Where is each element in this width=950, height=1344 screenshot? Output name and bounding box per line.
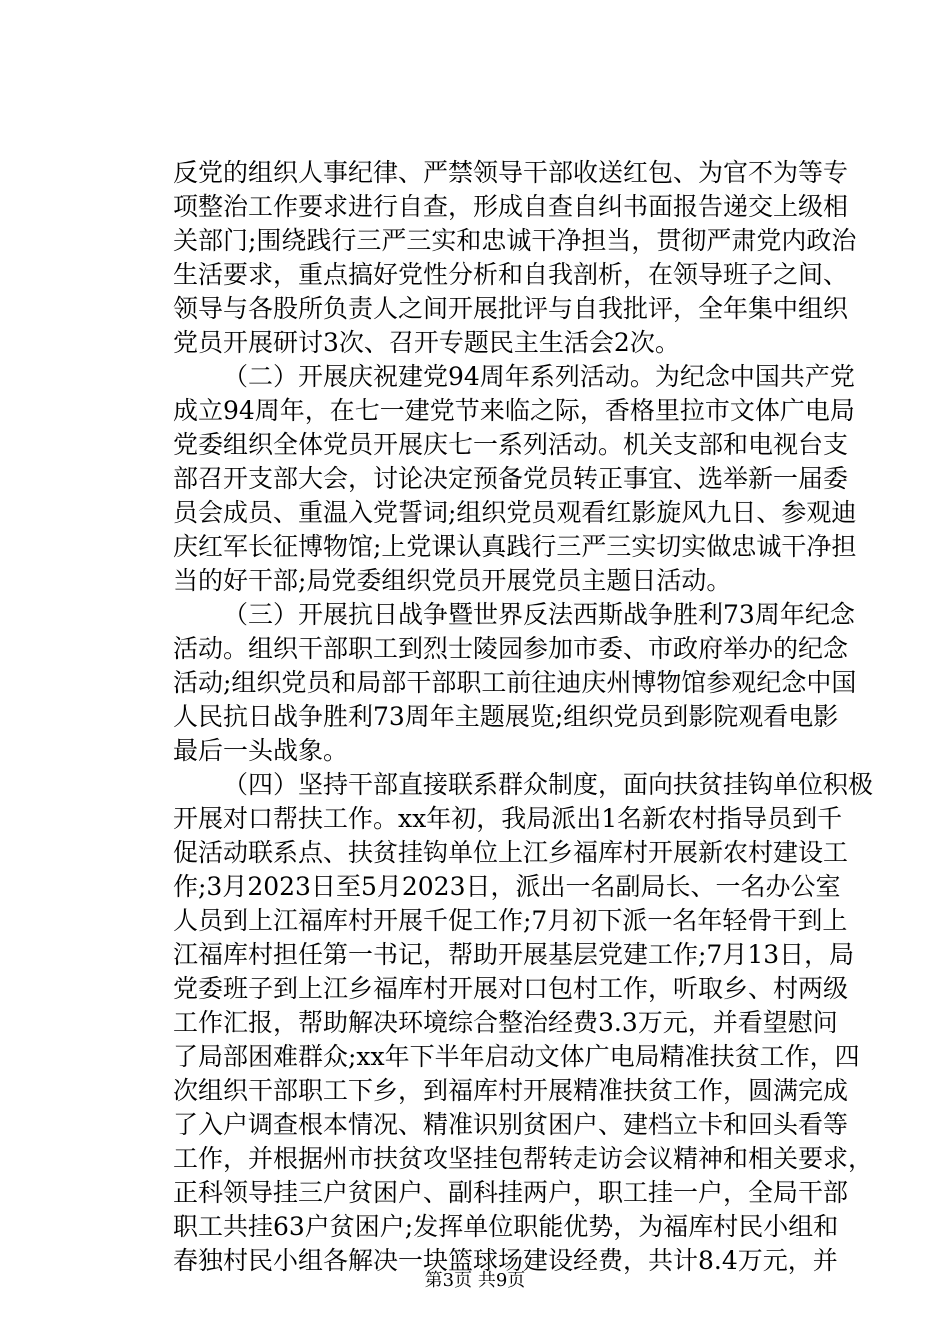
text-line: 正科领导挂三户贫困户、副科挂两户，职工挂一户，全局干部: [173, 1178, 849, 1207]
text-line: 职工共挂63户贫困户;发挥单位职能优势，为福库村民小组和: [173, 1212, 839, 1241]
text-line: 工作汇报，帮助解决环境综合整治经费3.3万元，并看望慰问: [173, 1008, 838, 1037]
text-line: 促活动联系点、扶贫挂钩单位上江乡福库村开展新农村建设工: [173, 838, 849, 867]
text-line: 人员到上江福库村开展千促工作;7月初下派一名年轻骨干到上: [173, 906, 848, 935]
section-heading-line: （二）开展庆祝建党94周年系列活动。为纪念中国共产党: [223, 362, 855, 391]
text-line: 员会成员、重温入党誓词;组织党员观看红影旋风九日、参观迪: [173, 498, 857, 527]
text-line: 领导与各股所负责人之间开展批评与自我批评，全年集中组织: [173, 294, 849, 323]
text-line: 反党的组织人事纪律、严禁领导干部收送红包、为官不为等专: [173, 158, 849, 187]
text-line: 作;3月2023日至5月2023日，派出一名副局长、一名办公室: [173, 872, 841, 901]
section-heading-line: （三）开展抗日战争暨世界反法西斯战争胜利73周年纪念: [223, 600, 855, 629]
text-line: 党委班子到上江乡福库村开展对口包村工作，听取乡、村两级: [173, 974, 849, 1003]
text-line: 了局部困难群众;xx年下半年启动文体广电局精准扶贫工作，四: [173, 1042, 860, 1071]
body-text: [173, 156, 874, 1278]
text-line: 工作，并根据州市扶贫攻坚挂包帮转走访会议精神和相关要求，: [173, 1144, 874, 1173]
text-line: 了入户调查根本情况、精准识别贫困户、建档立卡和回头看等: [173, 1110, 849, 1139]
text-line: 最后一头战象。: [173, 736, 349, 765]
text-line: 人民抗日战争胜利73周年主题展览;组织党员到影院观看电影: [173, 702, 839, 731]
section-heading-line: （四）坚持干部直接联系群众制度，面向扶贫挂钩单位积极: [223, 770, 874, 799]
text-line: 活动。组织干部职工到烈士陵园参加市委、市政府举办的纪念: [173, 634, 849, 663]
text-line: 项整治工作要求进行自查，形成自查自纠书面报告递交上级相: [173, 192, 849, 221]
text-line: 成立94周年，在七一建党节来临之际，香格里拉市文体广电局: [173, 396, 855, 425]
text-line: 春独村民小组各解决一块篮球场建设经费，共计8.4万元，并: [173, 1246, 838, 1275]
text-line: 关部门;围绕践行三严三实和忠诚干净担当，贯彻严肃党内政治: [173, 226, 857, 255]
text-line: 党员开展研讨3次、召开专题民主生活会2次。: [173, 328, 680, 357]
text-line: 庆红军长征博物馆;上党课认真践行三严三实切实做忠诚干净担: [173, 532, 857, 561]
text-line: 次组织干部职工下乡，到福库村开展精准扶贫工作，圆满完成: [173, 1076, 849, 1105]
text-line: 江福库村担任第一书记，帮助开展基层党建工作;7月13日，局: [173, 940, 855, 969]
text-line: 部召开支部大会，讨论决定预备党员转正事宜、选举新一届委: [173, 464, 849, 493]
text-line: 开展对口帮扶工作。xx年初，我局派出1名新农村指导员到千: [173, 804, 843, 833]
page-footer: 第3页 共9页: [424, 1270, 526, 1291]
text-line: 活动;组织党员和局部干部职工前往迪庆州博物馆参观纪念中国: [173, 668, 857, 697]
text-line: 党委组织全体党员开展庆七一系列活动。机关支部和电视台支: [173, 430, 849, 459]
text-line: 生活要求，重点搞好党性分析和自我剖析，在领导班子之间、: [173, 260, 849, 289]
text-line: 当的好干部;局党委组织党员开展党员主题日活动。: [173, 566, 732, 595]
